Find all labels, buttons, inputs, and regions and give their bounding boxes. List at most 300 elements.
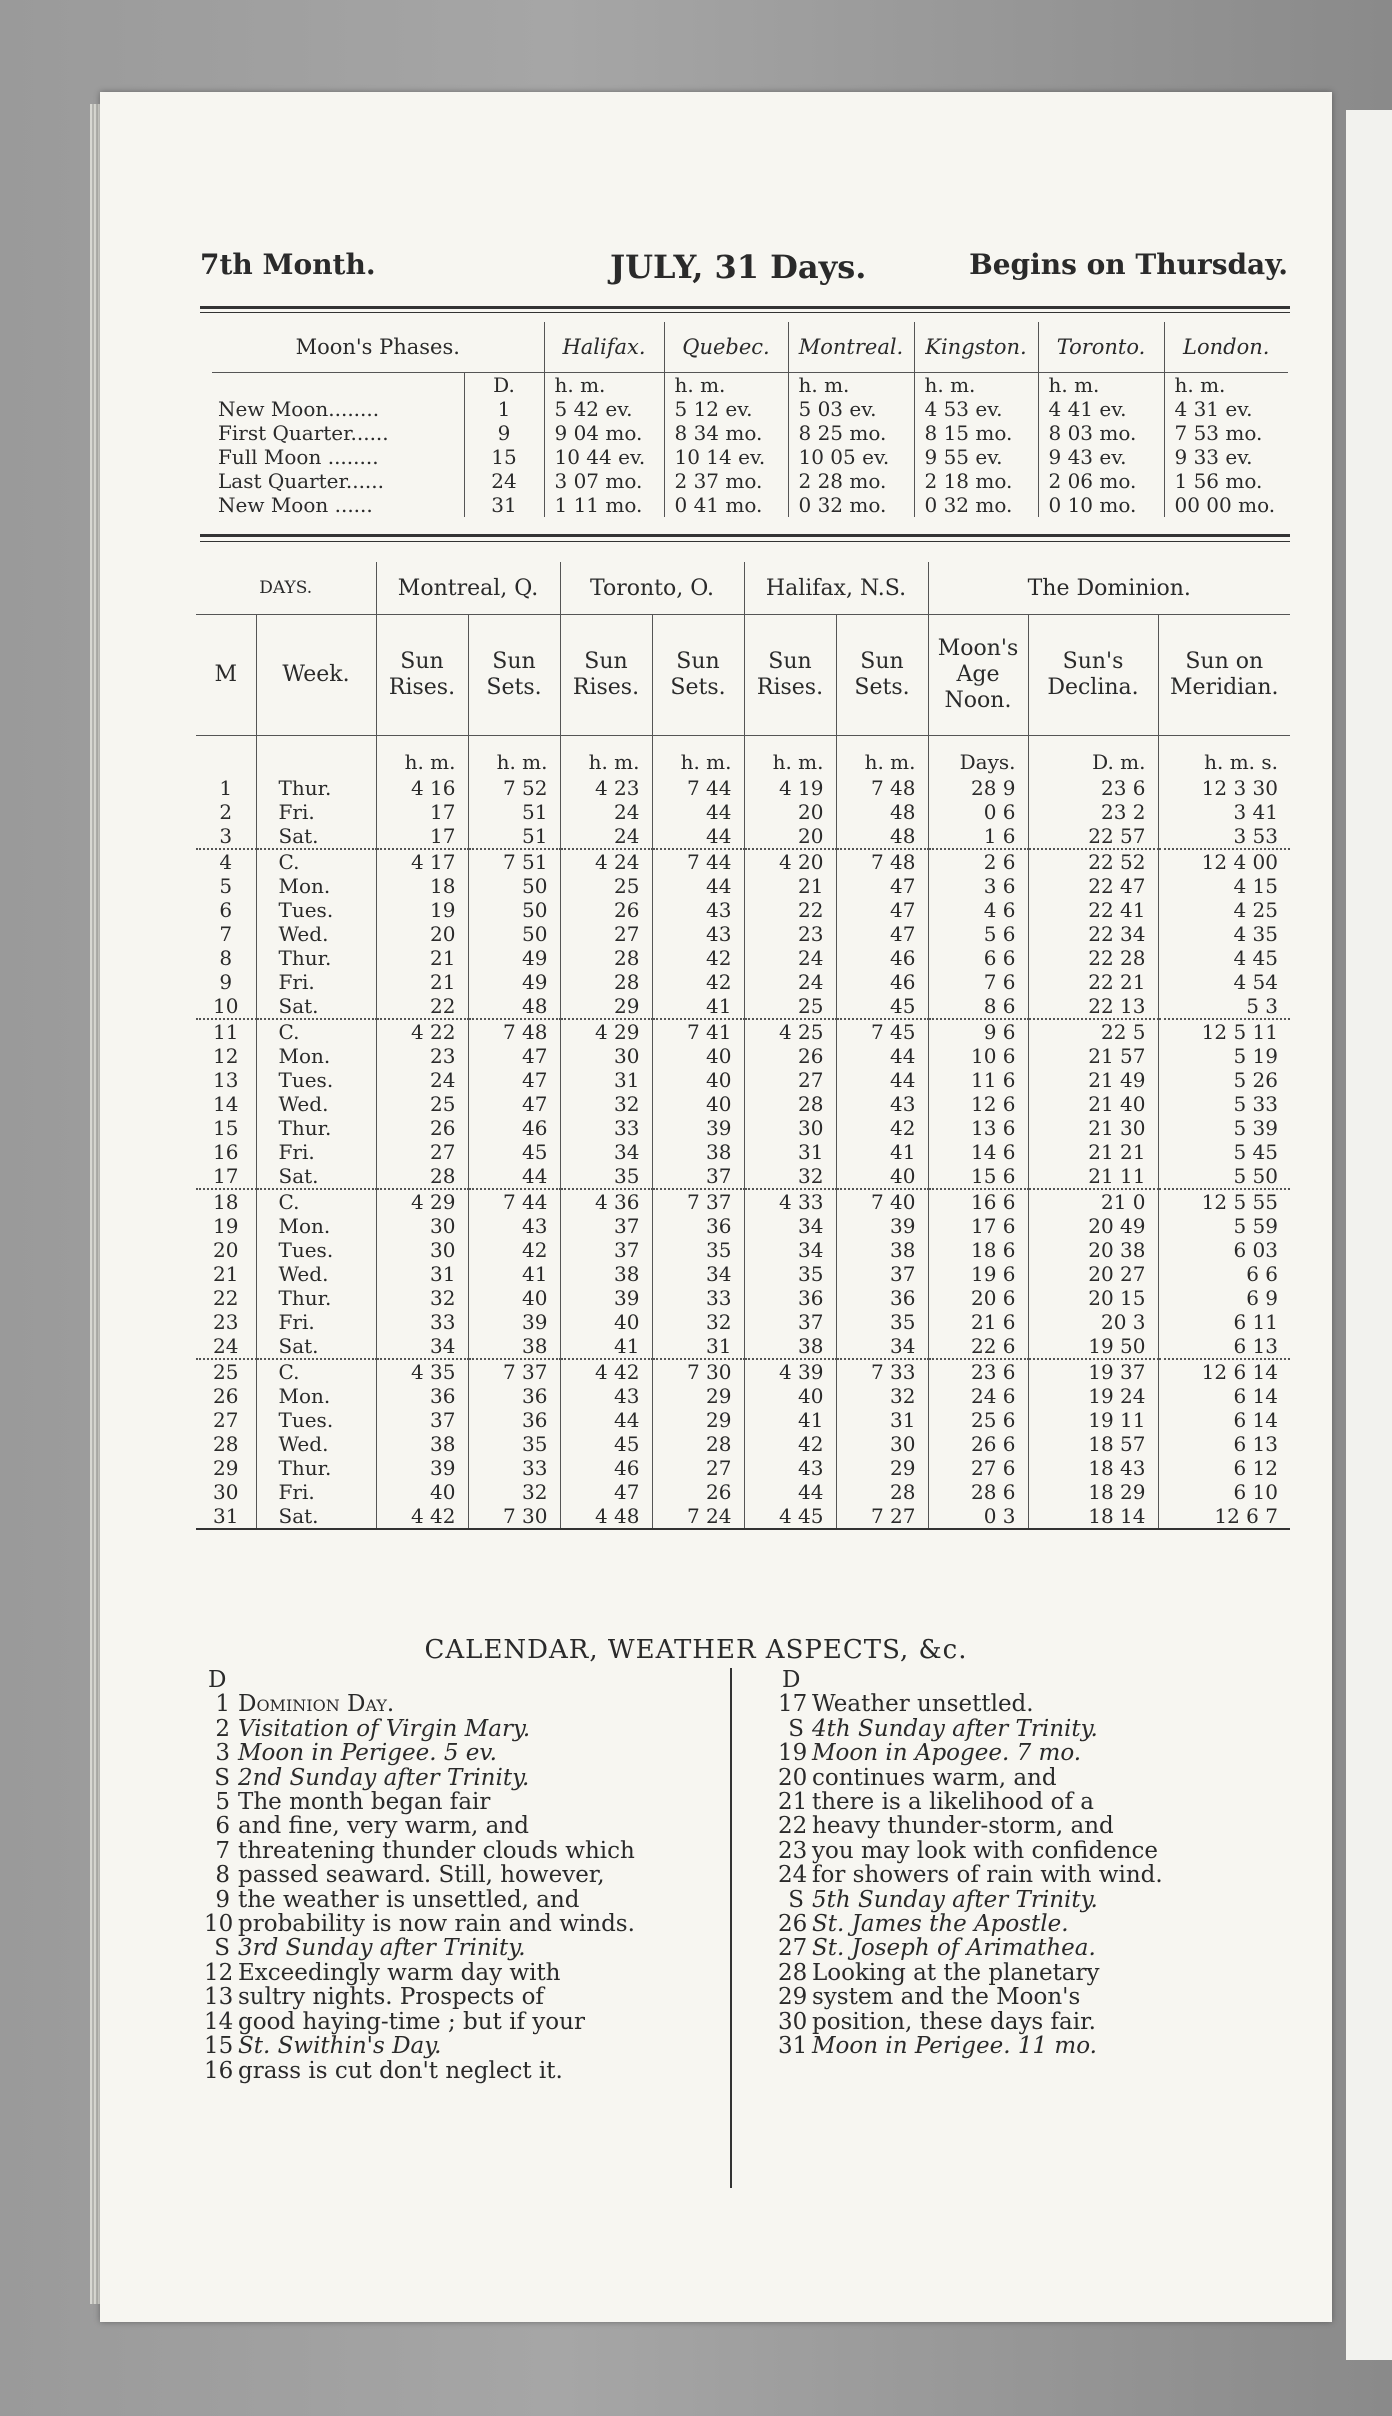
day-number: 28 bbox=[213, 1432, 239, 1456]
weekday: Sat. bbox=[256, 994, 376, 1019]
phase-time: 0 10 mo. bbox=[1038, 493, 1164, 517]
entry-text: the weather is unsettled, and bbox=[238, 1886, 580, 1913]
day-value: 36 bbox=[836, 1286, 928, 1310]
day-value: 31 bbox=[652, 1334, 744, 1359]
day-number: 7 bbox=[219, 922, 233, 946]
entry-text: Moon in Apogee. 7 mo. bbox=[812, 1740, 1082, 1767]
phase-time: 2 28 mo. bbox=[788, 469, 914, 493]
day-value: 1 6 bbox=[928, 824, 1028, 849]
day-value: 30 bbox=[376, 1214, 468, 1238]
phase-row bbox=[212, 397, 1288, 421]
day-value: 51 bbox=[468, 800, 560, 824]
day-number: 18 bbox=[196, 1189, 256, 1214]
calendar-entry bbox=[778, 1936, 1298, 1960]
phases-unit: h. m. bbox=[544, 373, 664, 398]
day-row bbox=[196, 874, 1290, 898]
day-value: 4 35 bbox=[376, 1359, 468, 1384]
calendar-entry bbox=[778, 2010, 1298, 2034]
day-row bbox=[196, 1408, 1290, 1432]
day-value: 28 bbox=[376, 1164, 468, 1189]
day-value: 32 bbox=[560, 1092, 652, 1116]
calendar-entry bbox=[204, 1961, 724, 1985]
right-column-head: D bbox=[782, 1667, 801, 1693]
phase-time: 00 00 mo. bbox=[1164, 493, 1288, 517]
entry-text: St. James the Apostle. bbox=[812, 1911, 1069, 1938]
days-sub-header-cell: Sun Rises. bbox=[744, 615, 836, 736]
entry-text: continues warm, and bbox=[812, 1764, 1057, 1791]
phases-col-header: Halifax. bbox=[544, 322, 664, 373]
day-value: 50 bbox=[468, 874, 560, 898]
entry-day: 16 bbox=[204, 2057, 234, 2084]
day-value: 7 45 bbox=[836, 1019, 928, 1044]
entry-text: system and the Moon's bbox=[812, 1984, 1081, 2011]
day-value: 40 bbox=[652, 1068, 744, 1092]
day-value: 6 6 bbox=[1158, 1262, 1290, 1286]
day-value: 4 42 bbox=[560, 1359, 652, 1384]
day-value: 34 bbox=[744, 1214, 836, 1238]
day-value: 42 bbox=[836, 1116, 928, 1140]
day-value: 46 bbox=[468, 1116, 560, 1140]
day-value: 43 bbox=[836, 1092, 928, 1116]
day-value: 21 bbox=[376, 946, 468, 970]
day-value: 25 bbox=[560, 874, 652, 898]
month-number: 7th Month. bbox=[200, 248, 376, 281]
days-sub-header-cell: Sun Rises. bbox=[560, 615, 652, 736]
day-value: 4 33 bbox=[744, 1189, 836, 1214]
calendar-entry bbox=[778, 1961, 1298, 1985]
day-value: 48 bbox=[836, 824, 928, 849]
day-value: 7 30 bbox=[468, 1504, 560, 1529]
day-value: 31 bbox=[836, 1408, 928, 1432]
phase-day: 1 bbox=[464, 397, 544, 421]
day-value: 21 30 bbox=[1028, 1116, 1158, 1140]
day-row bbox=[196, 1238, 1290, 1262]
day-value: 24 bbox=[744, 946, 836, 970]
day-value: 4 20 bbox=[744, 849, 836, 874]
day-number: 6 bbox=[219, 898, 233, 922]
day-value: 9 6 bbox=[928, 1019, 1028, 1044]
day-value: 28 bbox=[744, 1092, 836, 1116]
day-value: 10 6 bbox=[928, 1044, 1028, 1068]
phase-time: 10 14 ev. bbox=[664, 445, 788, 469]
entry-day: S bbox=[788, 1886, 804, 1913]
weekday: C. bbox=[256, 849, 376, 874]
day-value: 39 bbox=[652, 1116, 744, 1140]
calendar-entry bbox=[778, 1692, 1298, 1716]
day-value: 23 2 bbox=[1028, 800, 1158, 824]
days-unit bbox=[196, 736, 256, 777]
day-value: 5 26 bbox=[1158, 1068, 1290, 1092]
phase-time: 7 53 mo. bbox=[1164, 421, 1288, 445]
entry-text: Moon in Perigee. 5 ev. bbox=[238, 1740, 497, 1767]
day-row bbox=[196, 1310, 1290, 1334]
day-value: 4 29 bbox=[376, 1189, 468, 1214]
day-value: 47 bbox=[468, 1092, 560, 1116]
phase-time: 4 31 ev. bbox=[1164, 397, 1288, 421]
day-value: 6 10 bbox=[1158, 1480, 1290, 1504]
day-number: 12 bbox=[213, 1044, 239, 1068]
day-value: 28 bbox=[652, 1432, 744, 1456]
day-value: 5 59 bbox=[1158, 1214, 1290, 1238]
phase-day: 24 bbox=[464, 469, 544, 493]
day-value: 26 bbox=[560, 898, 652, 922]
weekday: Wed. bbox=[256, 1262, 376, 1286]
day-value: 4 29 bbox=[560, 1019, 652, 1044]
weekday: Tues. bbox=[256, 1408, 376, 1432]
phase-time: 2 37 mo. bbox=[664, 469, 788, 493]
calendar-entry bbox=[204, 1814, 724, 1838]
weekday: Fri. bbox=[256, 1140, 376, 1164]
day-value: 4 6 bbox=[928, 898, 1028, 922]
phases-header-row bbox=[212, 322, 1288, 373]
phases-rule-thick bbox=[200, 534, 1290, 537]
day-value: 8 6 bbox=[928, 994, 1028, 1019]
entry-day: 24 bbox=[778, 1862, 808, 1889]
days-unit: h. m. bbox=[468, 736, 560, 777]
calendar-entry bbox=[204, 1766, 724, 1790]
entry-text: 2nd Sunday after Trinity. bbox=[238, 1764, 530, 1791]
day-value: 39 bbox=[468, 1310, 560, 1334]
day-value: 22 bbox=[744, 898, 836, 922]
day-value: 43 bbox=[468, 1214, 560, 1238]
day-row bbox=[196, 1286, 1290, 1310]
day-value: 6 14 bbox=[1158, 1408, 1290, 1432]
day-value: 7 41 bbox=[652, 1019, 744, 1044]
entry-text: Dominion Day. bbox=[238, 1691, 395, 1718]
entry-day: 13 bbox=[204, 1984, 234, 2011]
entry-text: The month began fair bbox=[238, 1789, 491, 1816]
days-sub-header-cell: Sun's Declina. bbox=[1028, 615, 1158, 736]
day-value: 42 bbox=[468, 1238, 560, 1262]
phase-name: New Moon........ bbox=[218, 397, 380, 421]
days-sub-header-cell: Sun on Meridian. bbox=[1158, 615, 1290, 736]
entry-day: 30 bbox=[778, 2008, 808, 2035]
day-number: 2 bbox=[219, 800, 233, 824]
entry-text: St. Swithin's Day. bbox=[238, 2033, 442, 2060]
phases-units-row bbox=[212, 373, 1288, 398]
day-row bbox=[196, 1019, 1290, 1044]
day-value: 3 53 bbox=[1158, 824, 1290, 849]
day-row bbox=[196, 1504, 1290, 1529]
day-value: 16 6 bbox=[928, 1189, 1028, 1214]
day-number: 8 bbox=[219, 946, 233, 970]
day-value: 12 6 bbox=[928, 1092, 1028, 1116]
page-title: JULY, 31 Days. bbox=[610, 248, 867, 286]
day-value: 40 bbox=[836, 1164, 928, 1189]
day-value: 30 bbox=[376, 1238, 468, 1262]
calendar-entry bbox=[204, 1839, 724, 1863]
day-value: 37 bbox=[560, 1238, 652, 1262]
day-value: 12 5 55 bbox=[1158, 1189, 1290, 1214]
day-value: 43 bbox=[652, 922, 744, 946]
day-value: 29 bbox=[836, 1456, 928, 1480]
day-value: 17 bbox=[376, 800, 468, 824]
weekday: Wed. bbox=[256, 1432, 376, 1456]
day-value: 28 9 bbox=[928, 776, 1028, 800]
daily-sun-table bbox=[196, 562, 1290, 1530]
day-row bbox=[196, 824, 1290, 849]
phase-time: 1 56 mo. bbox=[1164, 469, 1288, 493]
calendar-entry bbox=[778, 1888, 1298, 1912]
day-value: 13 6 bbox=[928, 1116, 1028, 1140]
entry-day: 14 bbox=[204, 2008, 234, 2035]
day-value: 40 bbox=[652, 1044, 744, 1068]
day-number: 25 bbox=[196, 1359, 256, 1384]
weekday: Thur. bbox=[256, 776, 376, 800]
weekday: Fri. bbox=[256, 1480, 376, 1504]
phase-time: 9 55 ev. bbox=[914, 445, 1038, 469]
weekday: Tues. bbox=[256, 1238, 376, 1262]
entry-day: 22 bbox=[778, 1813, 808, 1840]
day-value: 41 bbox=[652, 994, 744, 1019]
day-value: 18 29 bbox=[1028, 1480, 1158, 1504]
day-value: 38 bbox=[744, 1334, 836, 1359]
day-value: 41 bbox=[836, 1140, 928, 1164]
weekday: Tues. bbox=[256, 898, 376, 922]
day-value: 37 bbox=[744, 1310, 836, 1334]
day-value: 7 27 bbox=[836, 1504, 928, 1529]
day-row bbox=[196, 1384, 1290, 1408]
day-value: 22 28 bbox=[1028, 946, 1158, 970]
phases-unit: h. m. bbox=[914, 373, 1038, 398]
day-row bbox=[196, 800, 1290, 824]
entry-text: Moon in Perigee. 11 mo. bbox=[812, 2033, 1097, 2060]
begins-on: Begins on Thursday. bbox=[969, 248, 1288, 281]
entry-day: 21 bbox=[778, 1789, 808, 1816]
day-value: 6 12 bbox=[1158, 1456, 1290, 1480]
day-value: 5 19 bbox=[1158, 1044, 1290, 1068]
day-row bbox=[196, 1140, 1290, 1164]
day-value: 31 bbox=[376, 1262, 468, 1286]
day-value: 17 6 bbox=[928, 1214, 1028, 1238]
weekday: C. bbox=[256, 1019, 376, 1044]
day-value: 18 6 bbox=[928, 1238, 1028, 1262]
day-value: 31 bbox=[744, 1140, 836, 1164]
entry-text: and fine, very warm, and bbox=[238, 1813, 529, 1840]
entry-text: good haying-time ; but if your bbox=[238, 2008, 585, 2035]
phase-time: 4 41 ev. bbox=[1038, 397, 1164, 421]
day-value: 0 6 bbox=[928, 800, 1028, 824]
day-value: 44 bbox=[652, 824, 744, 849]
weekday: Thur. bbox=[256, 946, 376, 970]
day-value: 20 bbox=[744, 800, 836, 824]
day-row bbox=[196, 1044, 1290, 1068]
day-value: 34 bbox=[836, 1334, 928, 1359]
weekday: Fri. bbox=[256, 800, 376, 824]
day-value: 47 bbox=[468, 1044, 560, 1068]
day-value: 22 21 bbox=[1028, 970, 1158, 994]
day-row bbox=[196, 1480, 1290, 1504]
phase-row bbox=[212, 493, 1288, 517]
day-value: 6 6 bbox=[928, 946, 1028, 970]
day-number: 26 bbox=[213, 1384, 239, 1408]
days-group-header-cell: Montreal, Q. bbox=[376, 562, 560, 615]
day-value: 4 36 bbox=[560, 1189, 652, 1214]
day-value: 6 14 bbox=[1158, 1384, 1290, 1408]
entry-text: passed seaward. Still, however, bbox=[238, 1862, 605, 1889]
day-value: 25 bbox=[376, 1092, 468, 1116]
entry-day: 6 bbox=[215, 1813, 230, 1840]
day-value: 27 6 bbox=[928, 1456, 1028, 1480]
entry-day: 10 bbox=[204, 1911, 234, 1938]
day-value: 4 25 bbox=[1158, 898, 1290, 922]
day-value: 30 bbox=[744, 1116, 836, 1140]
calendar-entry bbox=[204, 1888, 724, 1912]
calendar-left-column bbox=[204, 1668, 724, 2083]
day-row bbox=[196, 1189, 1290, 1214]
days-group-header-cell: Halifax, N.S. bbox=[744, 562, 928, 615]
weekday: Mon. bbox=[256, 1384, 376, 1408]
weekday: Sat. bbox=[256, 824, 376, 849]
phase-time: 4 53 ev. bbox=[914, 397, 1038, 421]
day-value: 24 bbox=[744, 970, 836, 994]
day-value: 35 bbox=[560, 1164, 652, 1189]
day-value: 7 6 bbox=[928, 970, 1028, 994]
entry-text: position, these days fair. bbox=[812, 2008, 1096, 2035]
phases-col-header: London. bbox=[1164, 322, 1288, 373]
calendar-entry bbox=[778, 1741, 1298, 1765]
phases-col-header: Toronto. bbox=[1038, 322, 1164, 373]
adjacent-page-strip bbox=[1346, 110, 1392, 2360]
calendar-entry bbox=[778, 1790, 1298, 1814]
day-value: 22 6 bbox=[928, 1334, 1028, 1359]
phase-row bbox=[212, 421, 1288, 445]
day-number: 29 bbox=[213, 1456, 239, 1480]
calendar-entry bbox=[778, 1717, 1298, 1741]
day-value: 38 bbox=[376, 1432, 468, 1456]
day-value: 28 bbox=[836, 1480, 928, 1504]
phases-col-header: Kingston. bbox=[914, 322, 1038, 373]
day-value: 40 bbox=[376, 1480, 468, 1504]
days-unit: h. m. bbox=[560, 736, 652, 777]
day-value: 4 16 bbox=[376, 776, 468, 800]
day-value: 44 bbox=[468, 1164, 560, 1189]
phase-day: 15 bbox=[464, 445, 544, 469]
day-value: 42 bbox=[652, 970, 744, 994]
day-value: 4 17 bbox=[376, 849, 468, 874]
day-value: 36 bbox=[376, 1384, 468, 1408]
day-value: 44 bbox=[652, 874, 744, 898]
day-value: 19 37 bbox=[1028, 1359, 1158, 1384]
day-number: 19 bbox=[213, 1214, 239, 1238]
entry-text: 5th Sunday after Trinity. bbox=[812, 1886, 1098, 1913]
day-value: 28 bbox=[560, 970, 652, 994]
day-value: 2 6 bbox=[928, 849, 1028, 874]
day-value: 34 bbox=[652, 1262, 744, 1286]
phase-time: 0 32 mo. bbox=[788, 493, 914, 517]
day-value: 7 37 bbox=[468, 1359, 560, 1384]
weekday: Fri. bbox=[256, 970, 376, 994]
day-value: 5 33 bbox=[1158, 1092, 1290, 1116]
day-row bbox=[196, 1262, 1290, 1286]
day-value: 25 bbox=[744, 994, 836, 1019]
entry-day: S bbox=[214, 1935, 230, 1962]
day-number: 22 bbox=[213, 1286, 239, 1310]
day-value: 4 24 bbox=[560, 849, 652, 874]
day-value: 5 50 bbox=[1158, 1164, 1290, 1189]
phase-time: 5 12 ev. bbox=[664, 397, 788, 421]
day-value: 4 15 bbox=[1158, 874, 1290, 898]
days-unit: h. m. bbox=[652, 736, 744, 777]
phase-time: 5 03 ev. bbox=[788, 397, 914, 421]
day-value: 22 47 bbox=[1028, 874, 1158, 898]
entry-text: 3rd Sunday after Trinity. bbox=[238, 1935, 526, 1962]
day-value: 25 6 bbox=[928, 1408, 1028, 1432]
phases-unit: h. m. bbox=[664, 373, 788, 398]
day-value: 4 25 bbox=[744, 1019, 836, 1044]
phase-time: 8 03 mo. bbox=[1038, 421, 1164, 445]
day-value: 11 6 bbox=[928, 1068, 1028, 1092]
day-value: 19 6 bbox=[928, 1262, 1028, 1286]
day-row bbox=[196, 849, 1290, 874]
left-column-head: D bbox=[208, 1667, 227, 1693]
day-number: 3 bbox=[219, 824, 233, 848]
day-value: 32 bbox=[744, 1164, 836, 1189]
day-value: 7 44 bbox=[652, 776, 744, 800]
day-value: 47 bbox=[468, 1068, 560, 1092]
day-value: 18 14 bbox=[1028, 1504, 1158, 1529]
day-value: 4 42 bbox=[376, 1504, 468, 1529]
day-value: 19 50 bbox=[1028, 1334, 1158, 1359]
entry-day: 3 bbox=[215, 1740, 230, 1767]
day-number: 13 bbox=[213, 1068, 239, 1092]
entry-text: for showers of rain with wind. bbox=[812, 1862, 1163, 1889]
day-row bbox=[196, 922, 1290, 946]
calendar-divider bbox=[730, 1668, 732, 2188]
entry-day: 29 bbox=[778, 1984, 808, 2011]
entry-text: heavy thunder-storm, and bbox=[812, 1813, 1114, 1840]
weekday: Tues. bbox=[256, 1068, 376, 1092]
day-row bbox=[196, 1116, 1290, 1140]
day-number: 30 bbox=[213, 1480, 239, 1504]
phases-unit: h. m. bbox=[1164, 373, 1288, 398]
days-sub-header-cell: Sun Sets. bbox=[836, 615, 928, 736]
day-value: 43 bbox=[652, 898, 744, 922]
phase-time: 2 18 mo. bbox=[914, 469, 1038, 493]
day-row bbox=[196, 994, 1290, 1019]
day-value: 7 44 bbox=[652, 849, 744, 874]
day-value: 34 bbox=[560, 1140, 652, 1164]
entry-day: 23 bbox=[778, 1837, 808, 1864]
calendar-entry bbox=[204, 1863, 724, 1887]
entry-text: 4th Sunday after Trinity. bbox=[812, 1715, 1098, 1742]
day-value: 22 34 bbox=[1028, 922, 1158, 946]
day-value: 19 11 bbox=[1028, 1408, 1158, 1432]
day-value: 23 6 bbox=[1028, 776, 1158, 800]
day-number: 17 bbox=[213, 1164, 239, 1188]
day-value: 21 6 bbox=[928, 1310, 1028, 1334]
day-value: 38 bbox=[652, 1140, 744, 1164]
day-value: 37 bbox=[376, 1408, 468, 1432]
day-value: 4 48 bbox=[560, 1504, 652, 1529]
day-value: 35 bbox=[652, 1238, 744, 1262]
day-number: 15 bbox=[213, 1116, 239, 1140]
day-value: 41 bbox=[560, 1334, 652, 1359]
day-value: 7 40 bbox=[836, 1189, 928, 1214]
day-value: 7 37 bbox=[652, 1189, 744, 1214]
day-value: 46 bbox=[836, 946, 928, 970]
day-value: 42 bbox=[652, 946, 744, 970]
day-value: 24 bbox=[560, 800, 652, 824]
day-value: 7 52 bbox=[468, 776, 560, 800]
day-value: 41 bbox=[744, 1408, 836, 1432]
day-value: 6 13 bbox=[1158, 1334, 1290, 1359]
phase-name: First Quarter...... bbox=[218, 421, 389, 445]
day-value: 7 51 bbox=[468, 849, 560, 874]
day-value: 7 48 bbox=[468, 1019, 560, 1044]
day-value: 3 6 bbox=[928, 874, 1028, 898]
day-value: 35 bbox=[468, 1432, 560, 1456]
